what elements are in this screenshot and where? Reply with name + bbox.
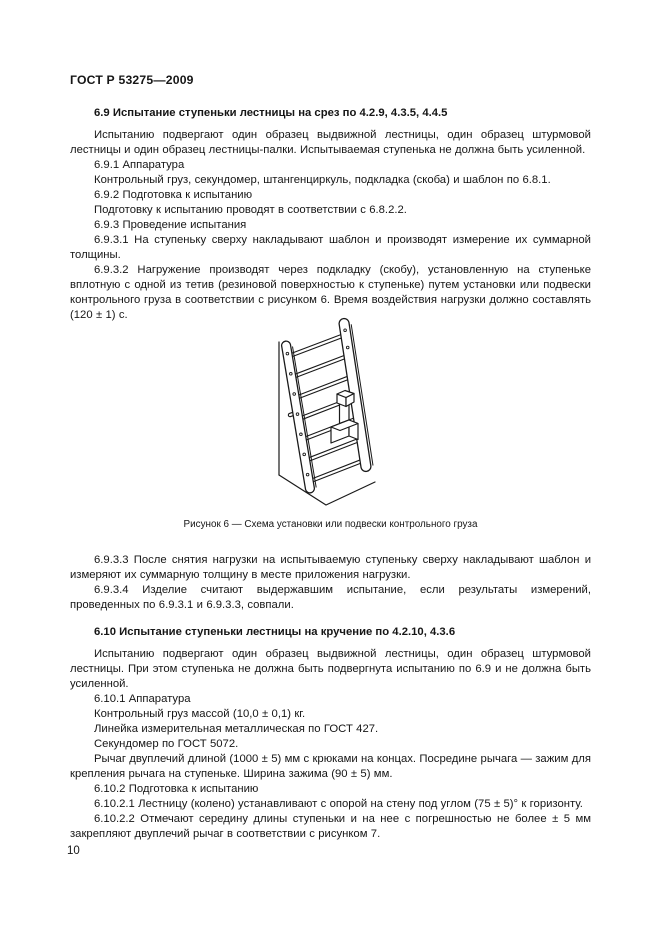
paragraph: Испытанию подвергают один образец выдвижной лестницы, один образец штурмовой лестницы. При этом ступенька не должна быть подвергнута испытанию по 6.9 и не должна быть усиленной. xyxy=(70,648,591,690)
paragraph: 6.9.3.2 Нагружение производят через подкладку (скобу), установленную на ступеньке вплотную с одной из тетив (резиновой поверхностью к ступеньке) путем установки или подвески контрольного груза в соответствии с рисунком 6. Время воздействия нагрузки должно составлять (120 ± 1) с. xyxy=(70,264,591,321)
paragraph: 6.10.1 Аппаратура xyxy=(94,693,191,705)
paragraph: 6.9.3.3 После снятия нагрузки на испытываемую ступеньку сверху накладывают шаблон и измеряют их суммарную толщину в месте приложения нагрузки. xyxy=(70,554,591,581)
paragraph: Испытанию подвергают один образец выдвижной лестницы, один образец штурмовой лестницы и один образец лестницы-палки. Испытываемая ступенька не должна быть усиленной. xyxy=(70,129,591,156)
paragraph: Секундомер по ГОСТ 5072. xyxy=(94,738,239,750)
floor-line xyxy=(279,475,375,505)
document-header: ГОСТ Р 53275—2009 xyxy=(70,73,194,87)
paragraph: Подготовку к испытанию проводят в соответствии с 6.8.2.2. xyxy=(94,204,407,216)
paragraph: 6.9.3 Проведение испытания xyxy=(94,219,247,231)
figure-6 xyxy=(70,323,591,519)
paragraph: 6.9.1 Аппаратура xyxy=(94,159,185,171)
paragraph: 6.9.3.1 На ступеньку сверху накладывают шаблон и производят измерение их суммарной толщины. xyxy=(70,234,591,261)
paragraph: 6.10.2.1 Лестницу (колено) устанавливают с опорой на стену под углом (75 ± 5)° к горизонту. xyxy=(94,798,583,810)
paragraph: 6.10.2.2 Отмечают середину длины ступеньки и на нее с погрешностью не более ± 5 мм закрепляют двуплечий рычаг в соответствии с рисунком 7. xyxy=(70,813,591,840)
paragraph: 6.9.2 Подготовка к испытанию xyxy=(94,189,253,201)
paragraph: Рычаг двуплечий длиной (1000 ± 5) мм с крюками на концах. Посредине рычага — зажим для крепления рычага на ступеньке. Ширина зажима (90 ± 5) мм. xyxy=(70,753,591,780)
section-6-9-heading: 6.9 Испытание ступеньки лестницы на срез по 4.2.9, 4.3.5, 4.4.5 xyxy=(94,107,448,119)
paragraph: 6.9.3.4 Изделие считают выдержавшим испытание, если результаты измерений, проведенных по 6.9.3.1 и 6.9.3.3, совпали. xyxy=(70,584,591,611)
paragraph: 6.10.2 Подготовка к испытанию xyxy=(94,783,259,795)
ladder-drawing xyxy=(246,315,451,515)
paragraph: Контрольный груз, секундомер, штангенциркуль, подкладка (скоба) и шаблон по 6.8.1. xyxy=(94,174,551,186)
section-6-10-heading: 6.10 Испытание ступеньки лестницы на кручение по 4.2.10, 4.3.6 xyxy=(94,626,456,638)
paragraph: Линейка измерительная металлическая по ГОСТ 427. xyxy=(94,723,379,735)
page-number: 10 xyxy=(67,845,80,857)
figure-6-caption: Рисунок 6 — Схема установки или подвески контрольного груза xyxy=(183,519,478,530)
page-content xyxy=(70,74,591,842)
paragraph: Контрольный груз массой (10,0 ± 0,1) кг. xyxy=(94,708,306,720)
